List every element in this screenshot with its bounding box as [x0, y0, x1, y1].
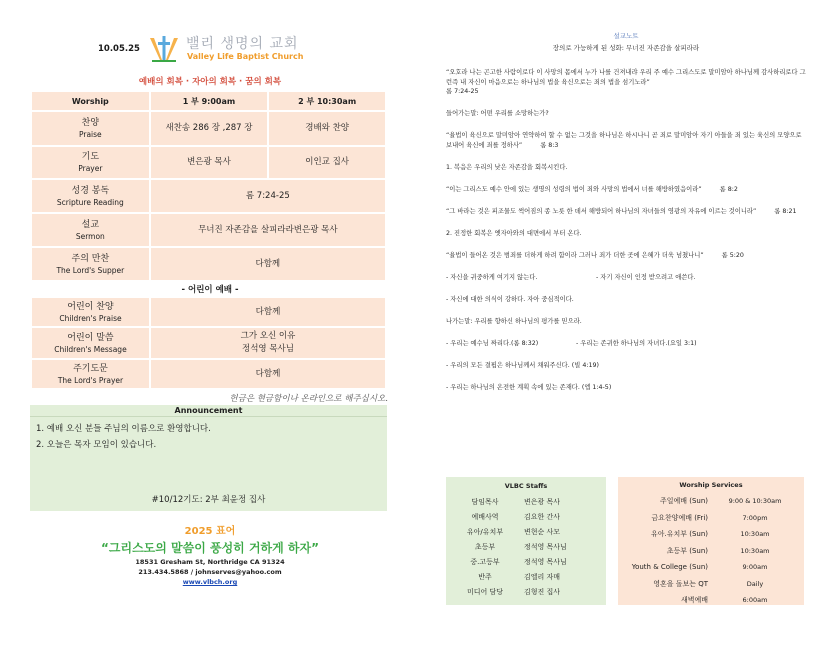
cell-value: 변은광 목사: [187, 157, 231, 167]
staff-name: 변은광 목사: [524, 498, 561, 506]
table-row: [32, 248, 385, 282]
service-time: 10:30am: [740, 546, 770, 555]
staff-name: 정석영 목사님: [524, 558, 567, 566]
list-item: 2. 오늘은 목자 모임이 있습니다.: [36, 440, 157, 450]
note-item: - 자기 자신이 인정 받으려고 애쓴다.: [596, 273, 696, 281]
scripture-reference: 롬 8:3: [540, 141, 559, 149]
scripture-quote: “그 바라는 것은 피조물도 썩어짐의 종 노릇 한 데서 해방되어 하나님의 자녀들의 영광의 자유에 이르는 것이니라”: [446, 207, 757, 215]
cell-value: 다함께: [255, 368, 281, 379]
cell-value: 롬 7:24-25: [245, 190, 290, 201]
table-row: [32, 360, 385, 390]
row-label-en: Children's Praise: [59, 313, 122, 323]
service-name: 금요찬양예배 (Fri): [651, 513, 708, 522]
church-website-link[interactable]: www.vlbch.org: [182, 578, 238, 586]
list-item: [618, 559, 804, 576]
row-label-en: The Lord's Supper: [56, 265, 125, 275]
row-label-kr: 찬양: [81, 118, 100, 128]
services-box: [618, 477, 804, 605]
service-time: 9:00 & 10:30am: [728, 497, 782, 505]
row-label-en: Children's Message: [54, 344, 127, 354]
staff-role: 유아/유치부: [466, 528, 504, 536]
staff-role: 초등부: [474, 543, 496, 551]
service-time: Daily: [746, 579, 764, 588]
staff-role: 반주: [478, 573, 492, 581]
staff-name: 정석영 목사님: [524, 543, 567, 551]
prayer-assignment: #10/12기도: 2부 최윤정 집사: [151, 495, 266, 505]
service-time: 7:00pm: [742, 513, 768, 522]
table-row: [32, 180, 385, 214]
sermon-notes-title: 설교노트: [613, 32, 639, 40]
staff-role: 예배사역: [471, 513, 499, 521]
table-row: [32, 214, 385, 248]
info-boxes: [446, 477, 806, 607]
row-label-kr: 기도: [81, 152, 100, 162]
staff-role: 담임목사: [471, 498, 499, 506]
staff-role: 중.고등부: [470, 558, 500, 566]
bulletin-left-column: [30, 30, 390, 587]
year-motto-verse: “그리스도의 말씀이 풍성히 거하게 하자”: [101, 541, 319, 555]
cell-value: 이인교 집사: [305, 157, 350, 167]
header-second-service: 2 부 10:30am: [269, 92, 385, 112]
scripture-reference: 롬 8:2: [719, 185, 738, 193]
service-name: 주일예배 (Sun): [659, 497, 708, 505]
list-item: 1. 예배 오신 분들 주님의 이름으로 환영합니다.: [36, 424, 211, 434]
service-name: 새벽예배: [680, 596, 708, 604]
offering-note: 헌금은 현금함이나 온라인으로 해주십시오.: [229, 394, 388, 404]
scripture-reference: 롬 5:20: [721, 251, 744, 259]
note-item: - 우리는 예수님 짜리다.(롬 8:32): [446, 339, 539, 347]
note-pair: [446, 339, 806, 349]
service-name: 영혼을 돌보는 QT: [653, 579, 708, 588]
staff-box: [446, 477, 606, 605]
list-item: [446, 495, 606, 510]
worship-order-table: [30, 92, 387, 282]
row-label-kr: 설교: [81, 219, 100, 230]
table-row: [32, 147, 385, 180]
list-item: [618, 576, 804, 593]
note-item: - 우리의 모든 결핍은 하나님께서 채워주신다. (빌 4:19): [446, 361, 599, 369]
cell-value: 무너진 자존감을 살피라라변은광 목사: [198, 224, 338, 235]
cell-value: 정석영 목사님: [241, 344, 294, 354]
note-paragraph: [446, 251, 806, 261]
staff-title: VLBC Staffs: [504, 482, 548, 490]
bulletin-date: 10.05.25: [98, 44, 140, 54]
cell-value: 다함께: [255, 306, 281, 317]
row-label-kr: 주의 만찬: [71, 253, 110, 264]
header-first-service: 1 부 9:00am: [151, 92, 268, 112]
note-point: 1. 복음은 우리의 낮은 자존감을 회복시킨다.: [446, 163, 568, 171]
scripture-quote: “오호라 나는 곤고한 사람이로다 이 사망의 몸에서 누가 나를 건져내랴 우리 주 예수 그리스도로 말미암아 하나님께 감사하리로다 그런즉 내 자신이 마음으로는 하나님의 법을 육신으로는 죄의 법을 섬기노라”: [446, 69, 806, 86]
row-label-kr: 성경 봉독: [71, 185, 110, 196]
list-item: [446, 585, 606, 600]
church-contact: 213.434.5868 / johnserves@yahoo.com: [138, 568, 282, 576]
note-paragraph: [446, 185, 806, 195]
staff-name: 김형진 집사: [524, 588, 561, 596]
list-item: [618, 526, 804, 543]
staff-name: 김요한 간사: [524, 513, 561, 521]
sermon-notes-column: [446, 30, 806, 392]
list-item: [446, 555, 606, 570]
note-paragraph: [446, 131, 806, 150]
scripture-quote: “율법이 들어온 것은 범죄를 더하게 하려 함이라 그러나 죄가 더한 곳에 은혜가 더욱 넘쳤나니”: [446, 251, 704, 259]
service-name: Youth & College (Sun): [631, 563, 708, 571]
list-item: [618, 592, 804, 609]
list-item: [446, 525, 606, 540]
row-label-en: The Lord's Prayer: [57, 375, 124, 385]
header-worship: Worship: [32, 92, 149, 112]
note-paragraph: [446, 207, 806, 217]
church-motto: 예배의 회복 · 자아의 회복 · 꿈의 회복: [138, 77, 282, 87]
cell-value: 그가 오신 이유: [240, 331, 296, 341]
scripture-reference: 롬 8:21: [774, 207, 797, 215]
list-item: [446, 570, 606, 585]
cell-value: 다함께: [255, 258, 281, 269]
note-paragraph: 들어가는말: 어떤 우리를 소망하는가?: [446, 110, 549, 117]
service-time: 6:00am: [742, 596, 768, 604]
row-label-en: Praise: [78, 130, 102, 139]
row-label-en: Scripture Reading: [56, 197, 124, 207]
list-item: [446, 540, 606, 555]
list-item: [618, 543, 804, 560]
note-item: - 자신을 귀중하게 여기지 않는다.: [446, 273, 538, 281]
note-point: 2. 진정한 회복은 옛자아와의 대면에서 부터 온다.: [446, 229, 582, 237]
note-item: - 자신에 대한 의식이 강하다. 자아 중심적이다.: [446, 295, 574, 303]
service-name: 유아.유치부 (Sun): [650, 530, 708, 538]
staff-name: 김엘리 자매: [524, 573, 561, 581]
list-item: [446, 510, 606, 525]
list-item: [618, 493, 804, 510]
announcement-list: [30, 417, 387, 453]
sermon-notes-subtitle: 장의로 가능하게 된 성화: 무너진 자존감을 살피라라: [552, 44, 700, 52]
row-label-kr: 어린이 찬양: [67, 301, 114, 312]
church-name-korean: 밸리 생명의 교회: [186, 36, 299, 52]
scripture-quote: “율법이 육신으로 말미암아 연약하여 할 수 없는 그것을 하나님은 하시나니 곧 죄로 말미암아 자기 아들을 죄 있는 육신의 모양으로 보내어 육신에 죄를 정하사”: [446, 132, 802, 149]
children-worship-table: [30, 298, 387, 390]
service-time: 10:30am: [740, 530, 770, 538]
note-conclusion: 나가는말: 우리를 향하신 하나님의 평가를 믿으라.: [446, 317, 582, 325]
church-name-english: Valley Life Baptist Church: [187, 52, 304, 61]
table-row: [32, 328, 385, 360]
table-row: [32, 112, 385, 147]
church-logo-icon: [148, 34, 180, 64]
staff-role: 미디어 담당: [466, 588, 504, 596]
row-label-kr: 어린이 말씀: [67, 332, 114, 343]
children-worship-heading: - 어린이 예배 -: [181, 285, 239, 295]
announcement-box: [30, 405, 387, 511]
church-address: 18531 Gresham St, Northridge CA 91324: [135, 558, 285, 566]
services-title: Worship Services: [679, 481, 743, 489]
table-header-row: [32, 92, 385, 112]
note-paragraph: [446, 68, 806, 97]
bulletin-header: [30, 30, 390, 68]
table-row: [32, 298, 385, 328]
cell-value: 새찬송 286 장 ,287 장: [165, 123, 253, 133]
row-label-en: Sermon: [75, 231, 105, 241]
scripture-quote: “이는 그리스도 예수 안에 있는 생명의 성령의 법이 죄와 사망의 법에서 너를 해방하였음이라”: [446, 185, 702, 193]
row-label-en: Prayer: [78, 164, 103, 173]
note-item: - 우리는 하나님의 온전한 계획 속에 있는 존재다. (엡 1:4-5): [446, 383, 612, 391]
service-time: 9:00am: [742, 563, 768, 571]
service-name: 초등부 (Sun): [666, 546, 708, 555]
note-item: - 우리는 존귀한 하나님의 자녀다.(요일 3:1): [576, 339, 697, 347]
note-pair: [446, 273, 806, 283]
scripture-reference: 롬 7:24-25: [446, 88, 479, 95]
staff-name: 변현순 사모: [524, 528, 561, 536]
announcement-title: Announcement: [30, 405, 387, 417]
cell-value: 경배와 찬양: [305, 123, 350, 133]
list-item: [618, 510, 804, 527]
year-motto-title: 2025 표어: [184, 526, 236, 537]
row-label-kr: 주기도문: [73, 363, 108, 374]
